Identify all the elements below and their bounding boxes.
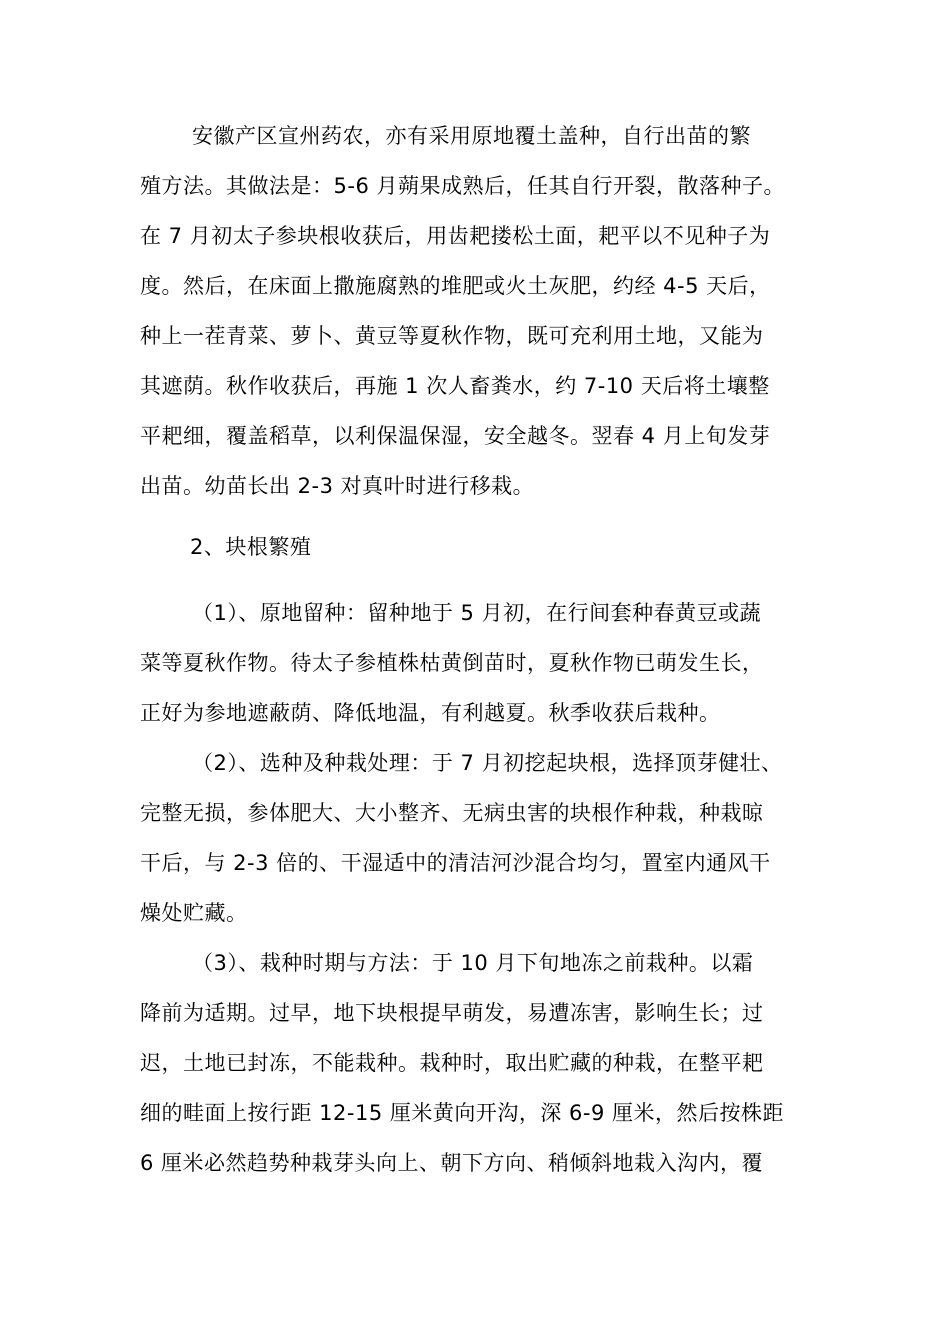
paragraph-line: 在 7 月初太子参块根收获后，用齿耙搂松土面，耙平以不见种子为 bbox=[140, 224, 771, 248]
paragraph-line: 完整无损，参体肥大、大小整齐、无病虫害的块根作种栽，种栽晾 bbox=[140, 801, 764, 825]
paragraph-line: 菜等夏秋作物。待太子参植株枯黄倒苗时，夏秋作物已萌发生长， bbox=[140, 651, 764, 675]
paragraph-line: 出苗。幼苗长出 2-3 对真叶时进行移栽。 bbox=[140, 474, 535, 498]
paragraph-line: 安徽产区宣州药农，亦有采用原地覆土盖种，自行出苗的繁 bbox=[192, 124, 751, 148]
paragraph-line: （3）、栽种时期与方法：于 10 月下旬地冻之前栽种。以霜 bbox=[192, 951, 754, 975]
paragraph-line: 殖方法。其做法是：5-6 月蒴果成熟后，任其自行开裂，散落种子。 bbox=[140, 174, 785, 198]
paragraph-line: 种上一茬青菜、萝卜、黄豆等夏秋作物，既可充利用土地，又能为 bbox=[140, 324, 764, 348]
paragraph-line: （1）、原地留种：留种地于 5 月初，在行间套种春黄豆或蔬 bbox=[192, 601, 762, 625]
paragraph-line: 6 厘米必然趋势种栽芽头向上、朝下方向、稍倾斜地栽入沟内，覆 bbox=[140, 1151, 764, 1175]
paragraph-line: 度。然后，在床面上撒施腐熟的堆肥或火土灰肥，约经 4-5 天后， bbox=[140, 274, 771, 298]
paragraph-line: 迟，土地已封冻，不能栽种。栽种时，取出贮藏的种栽，在整平耙 bbox=[140, 1051, 764, 1075]
paragraph-line: 平耙细，覆盖稻草，以利保温保湿，安全越冬。翌春 4 月上旬发芽 bbox=[140, 424, 771, 448]
paragraph-line: 干后，与 2-3 倍的、干湿适中的清洁河沙混合均匀，置室内通风干 bbox=[140, 851, 771, 875]
paragraph-line: （2）、选种及种栽处理：于 7 月初挖起块根，选择顶芽健壮、 bbox=[192, 751, 783, 775]
paragraph-line: 降前为适期。过早，地下块根提早萌发，易遭冻害，影响生长；过 bbox=[140, 1001, 764, 1025]
paragraph-line: 细的畦面上按行距 12-15 厘米黄向开沟，深 6-9 厘米，然后按株距 bbox=[140, 1101, 785, 1125]
paragraph-line: 正好为参地遮蔽荫、降低地温，有利越夏。秋季收获后栽种。 bbox=[140, 701, 721, 725]
section-heading: 2、块根繁殖 bbox=[190, 535, 312, 559]
paragraph-line: 其遮荫。秋作收获后，再施 1 次人畜粪水，约 7-10 天后将土壤整 bbox=[140, 374, 770, 398]
paragraph-line: 燥处贮藏。 bbox=[140, 901, 248, 925]
